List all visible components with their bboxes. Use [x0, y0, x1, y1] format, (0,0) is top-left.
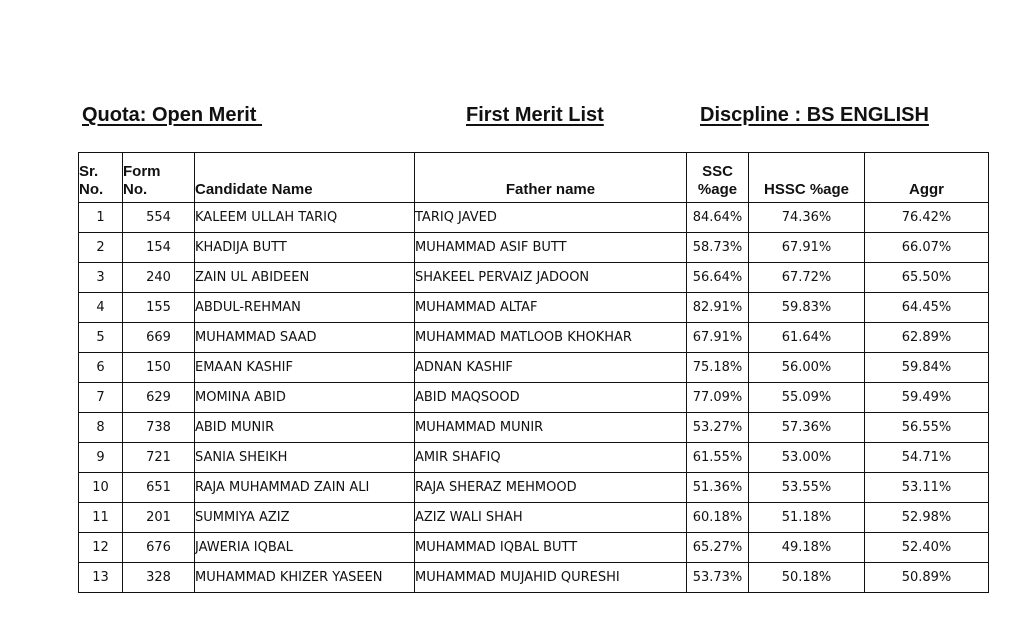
merit-table: [78, 152, 989, 593]
father-name-cell: MUHAMMAD MATLOOB KHOKHAR: [415, 323, 687, 353]
form-no-cell: 738: [123, 413, 195, 443]
aggregate-cell: 56.55%: [865, 413, 989, 443]
father-name-cell: MUHAMMAD MUNIR: [415, 413, 687, 443]
form-no-cell: 651: [123, 473, 195, 503]
ssc-cell: 58.73%: [687, 233, 749, 263]
hssc-cell: 50.18%: [749, 563, 865, 593]
aggregate-cell: 65.50%: [865, 263, 989, 293]
table-row: [79, 323, 989, 353]
table-row: [79, 563, 989, 593]
form-header-line1: Form: [123, 163, 161, 180]
form-header-line2: No.: [123, 181, 148, 198]
table-row: [79, 473, 989, 503]
candidate-name-cell: SANIA SHEIKH: [195, 443, 415, 473]
ssc-cell: 61.55%: [687, 443, 749, 473]
aggregate-cell: 64.45%: [865, 293, 989, 323]
sr-no-cell: 12: [79, 533, 123, 563]
table-row: [79, 413, 989, 443]
hssc-cell: 67.91%: [749, 233, 865, 263]
sr-no-column-header: [79, 153, 123, 203]
sr-no-cell: 6: [79, 353, 123, 383]
hssc-cell: 53.00%: [749, 443, 865, 473]
hssc-cell: 51.18%: [749, 503, 865, 533]
father-name-cell: MUHAMMAD ASIF BUTT: [415, 233, 687, 263]
aggregate-cell: 76.42%: [865, 203, 989, 233]
ssc-cell: 53.27%: [687, 413, 749, 443]
father-name-cell: AMIR SHAFIQ: [415, 443, 687, 473]
candidate-name-cell: MUHAMMAD KHIZER YASEEN: [195, 563, 415, 593]
father-name-cell: SHAKEEL PERVAIZ JADOON: [415, 263, 687, 293]
sr-no-cell: 5: [79, 323, 123, 353]
aggregate-cell: 52.40%: [865, 533, 989, 563]
form-no-cell: 154: [123, 233, 195, 263]
ssc-header-line2: %age: [697, 181, 738, 198]
ssc-cell: 67.91%: [687, 323, 749, 353]
candidate-name-cell: ZAIN UL ABIDEEN: [195, 263, 415, 293]
ssc-header-line1: SSC: [702, 163, 733, 180]
table-row: [79, 293, 989, 323]
sr-no-cell: 9: [79, 443, 123, 473]
form-no-cell: 201: [123, 503, 195, 533]
sr-no-cell: 2: [79, 233, 123, 263]
sr-no-cell: 11: [79, 503, 123, 533]
ssc-cell: 82.91%: [687, 293, 749, 323]
father-name-cell: TARIQ JAVED: [415, 203, 687, 233]
hssc-cell: 67.72%: [749, 263, 865, 293]
hssc-cell: 57.36%: [749, 413, 865, 443]
list-title-heading: First Merit List: [466, 104, 604, 126]
form-no-cell: 629: [123, 383, 195, 413]
table-row: [79, 503, 989, 533]
merit-table-body: [79, 203, 989, 593]
table-row: [79, 443, 989, 473]
father-name-cell: ADNAN KASHIF: [415, 353, 687, 383]
father-name-cell: MUHAMMAD ALTAF: [415, 293, 687, 323]
aggregate-column-header: Aggr: [865, 153, 989, 203]
table-row: [79, 203, 989, 233]
candidate-name-cell: EMAAN KASHIF: [195, 353, 415, 383]
sr-no-cell: 4: [79, 293, 123, 323]
ssc-cell: 51.36%: [687, 473, 749, 503]
table-row: [79, 533, 989, 563]
candidate-name-cell: ABID MUNIR: [195, 413, 415, 443]
candidate-name-cell: KALEEM ULLAH TARIQ: [195, 203, 415, 233]
table-row: [79, 233, 989, 263]
father-name-cell: MUHAMMAD IQBAL BUTT: [415, 533, 687, 563]
hssc-cell: 61.64%: [749, 323, 865, 353]
table-row: [79, 263, 989, 293]
sr-header-line2: No.: [79, 181, 104, 198]
aggregate-cell: 50.89%: [865, 563, 989, 593]
header-row: [79, 153, 989, 203]
form-no-cell: 155: [123, 293, 195, 323]
father-name-cell: ABID MAQSOOD: [415, 383, 687, 413]
sr-header-line1: Sr.: [79, 163, 99, 180]
father-name-cell: AZIZ WALI SHAH: [415, 503, 687, 533]
merit-table-header: [79, 153, 989, 203]
ssc-cell: 75.18%: [687, 353, 749, 383]
hssc-cell: 74.36%: [749, 203, 865, 233]
ssc-cell: 84.64%: [687, 203, 749, 233]
hssc-cell: 49.18%: [749, 533, 865, 563]
quota-heading: Quota: Open Merit: [82, 104, 262, 126]
hssc-cell: 53.55%: [749, 473, 865, 503]
aggregate-cell: 53.11%: [865, 473, 989, 503]
ssc-cell: 56.64%: [687, 263, 749, 293]
ssc-cell: 53.73%: [687, 563, 749, 593]
discipline-heading: Discpline : BS ENGLISH: [700, 104, 929, 126]
candidate-name-cell: MUHAMMAD SAAD: [195, 323, 415, 353]
sr-no-cell: 3: [79, 263, 123, 293]
aggregate-cell: 52.98%: [865, 503, 989, 533]
form-no-cell: 554: [123, 203, 195, 233]
form-no-cell: 676: [123, 533, 195, 563]
form-no-cell: 150: [123, 353, 195, 383]
father-name-cell: MUHAMMAD MUJAHID QURESHI: [415, 563, 687, 593]
candidate-name-column-header: Candidate Name: [195, 153, 415, 203]
candidate-name-cell: SUMMIYA AZIZ: [195, 503, 415, 533]
hssc-cell: 56.00%: [749, 353, 865, 383]
table-row: [79, 383, 989, 413]
form-no-cell: 669: [123, 323, 195, 353]
candidate-name-cell: KHADIJA BUTT: [195, 233, 415, 263]
ssc-column-header: [687, 153, 749, 203]
form-no-column-header: [123, 153, 195, 203]
form-no-cell: 721: [123, 443, 195, 473]
aggregate-cell: 62.89%: [865, 323, 989, 353]
ssc-cell: 60.18%: [687, 503, 749, 533]
candidate-name-cell: RAJA MUHAMMAD ZAIN ALI: [195, 473, 415, 503]
hssc-cell: 55.09%: [749, 383, 865, 413]
aggregate-cell: 59.49%: [865, 383, 989, 413]
hssc-cell: 59.83%: [749, 293, 865, 323]
aggregate-cell: 54.71%: [865, 443, 989, 473]
form-no-cell: 328: [123, 563, 195, 593]
ssc-cell: 77.09%: [687, 383, 749, 413]
candidate-name-cell: JAWERIA IQBAL: [195, 533, 415, 563]
hssc-column-header: HSSC %age: [749, 153, 865, 203]
candidate-name-cell: MOMINA ABID: [195, 383, 415, 413]
sr-no-cell: 13: [79, 563, 123, 593]
aggregate-cell: 66.07%: [865, 233, 989, 263]
father-name-cell: RAJA SHERAZ MEHMOOD: [415, 473, 687, 503]
sr-no-cell: 8: [79, 413, 123, 443]
sr-no-cell: 7: [79, 383, 123, 413]
father-name-column-header: Father name: [415, 153, 687, 203]
candidate-name-cell: ABDUL-REHMAN: [195, 293, 415, 323]
aggregate-cell: 59.84%: [865, 353, 989, 383]
table-row: [79, 353, 989, 383]
ssc-cell: 65.27%: [687, 533, 749, 563]
sr-no-cell: 1: [79, 203, 123, 233]
form-no-cell: 240: [123, 263, 195, 293]
sr-no-cell: 10: [79, 473, 123, 503]
